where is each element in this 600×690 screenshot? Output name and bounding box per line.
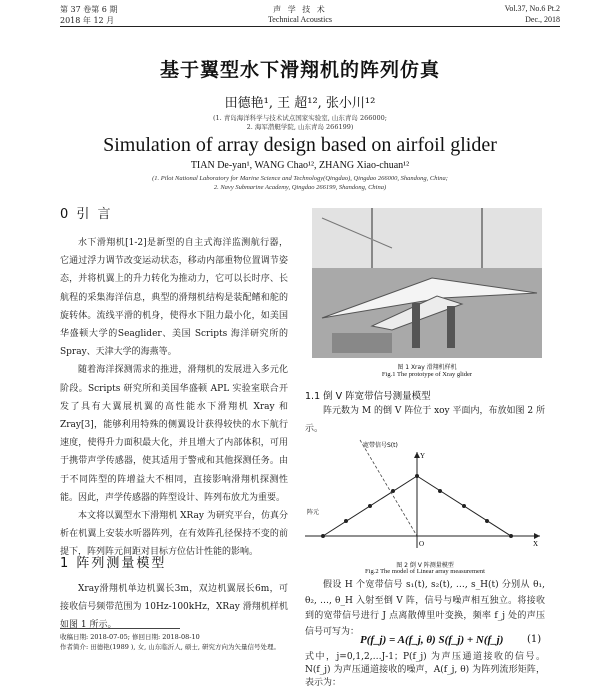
journal-name-cn: 声 学 技 术 bbox=[273, 5, 327, 14]
array-element bbox=[321, 534, 325, 538]
paragraph: Xray滑翔机单边机翼长3m，双边机翼展长6m，可接收信号频带范围为 10Hz-100kHz，XRay 滑翔机样机如图 1 所示。 bbox=[60, 584, 288, 631]
array-element bbox=[438, 489, 442, 493]
paragraph: 本文将以翼型水下滑翔机 XRay 为研究平台，仿真分析在机翼上安装水听器阵列，在有效阵孔径保持不变的前提下，阵列阵元间距对目标方位估计性能的影响。 bbox=[60, 511, 288, 558]
paragraph: 阵元数为 M 的倒 V 阵位于 xoy 平面内，布放如图 2 所示。 bbox=[305, 406, 545, 435]
element-label: 阵元 bbox=[307, 509, 320, 516]
journal-issue: 第 37 卷第 6 期 bbox=[60, 5, 118, 14]
equation-1: P(f_j) = A(f_j, θ) S(f_j) + N(f_j) bbox=[360, 634, 504, 646]
section-heading-array-model: 1 阵列测量模型 bbox=[60, 556, 167, 571]
subsection-heading-v-array: 1.1 倒 V 阵宽带信号测量模型 bbox=[305, 391, 431, 402]
authors-en: TIAN De-yan¹, WANG Chao¹², ZHANG Xiao-chuan¹² bbox=[190, 160, 410, 171]
figure2-caption-cn: 图 2 倒 V 阵测量模型 bbox=[396, 562, 454, 569]
section1-body bbox=[60, 580, 288, 635]
x-axis-label: X bbox=[533, 540, 539, 548]
equation-number: (1) bbox=[527, 634, 542, 645]
header-rule bbox=[60, 26, 560, 27]
incident-signal-line bbox=[360, 440, 417, 536]
footnote-rule bbox=[60, 628, 180, 629]
affiliation-en-2: 2. Navy Submarine Academy, Qingdao 266199, Shandong, China) bbox=[213, 184, 387, 191]
subsection-body bbox=[305, 402, 545, 438]
paragraph: 水下滑翔机[1-2]是新型的自主式海洋监测航行器，它通过浮力调节改变运动状态，移动内部重物位置调节姿态，并将机翼上的升力转化为推动力，它可以长时序、长航程的采集海洋信息，典型的滑翔机结构是装配鳍和舵的旋转体。流线平滑的机身，使得水下阻力最小化，如美国华盛顿大学的Seaglider、美国 Scripts 海洋研究所的 Spray、天津大学的海燕等。 bbox=[60, 238, 288, 358]
array-element bbox=[344, 519, 348, 523]
authors-cn: 田德艳¹, 王 超¹², 张小川¹² bbox=[224, 96, 376, 111]
figure2-caption-en: Fig.2 The model of Linear array measurement bbox=[365, 568, 485, 575]
signal-model-text bbox=[305, 578, 545, 640]
figure1-caption-en: Fig.1 The prototype of Xray glider bbox=[381, 371, 473, 378]
paragraph: 假设 H 个宽带信号 s₁(t), s₂(t), …, s_H(t) 分别从 θ₁, θ₂, …, θ_H 入射至倒 V 阵，信号与噪声相互独立。将接收到的宽带信号进行 J 点离散傅里叶变换，频率 f_j 处的声压信号可写为： bbox=[305, 580, 545, 637]
affiliation-cn-1: (1. 青岛海洋科学与技术试点国家实验室, 山东青岛 266000; bbox=[212, 114, 387, 122]
array-element bbox=[391, 489, 395, 493]
equation-explanation bbox=[305, 651, 545, 690]
footnote-received: 收稿日期: 2018-07-05; 修回日期: 2018-08-10 bbox=[60, 633, 200, 641]
source-label: 宽带信号S(t) bbox=[363, 442, 398, 449]
paragraph: 式中，j=0,1,2,…J-1；P(f_j) 为声压通道接收的信号。N(f_j) 为声压通道接收的噪声，A(f_j, θ) 为阵列流形矩阵，表示为： bbox=[305, 652, 545, 688]
array-element bbox=[485, 519, 489, 523]
x-axis-arrow bbox=[534, 533, 540, 539]
section-heading-introduction: 0 引 言 bbox=[60, 207, 113, 222]
journal-volume: Vol.37, No.6 Pt.2 bbox=[504, 4, 560, 13]
paragraph: 随着海洋探测需求的推进，滑翔机的发展进入多元化阶段。Scripts 研究所和美国华盛顿 APL 实验室联合开发了具有大翼展机翼的高性能水下滑翔机 Xray 和 Zray[3]，能够利用特殊的侧翼设计获得较快的水下航行速度，使得升力面积最大化，并且增大了内部体积，可用于携带声学传感器，使其适用于警戒和其他探测任务。由于不同阵型的阵增益大不相同，直接影响滑翔机探测性能。因此，声学传感器的阵型设计、阵列布放尤为重要。 bbox=[60, 365, 288, 503]
title-en: Simulation of array design based on airfoil glider bbox=[103, 134, 497, 156]
glider-photo bbox=[312, 208, 542, 358]
array-element bbox=[415, 474, 419, 478]
journal-name-en: Technical Acoustics bbox=[267, 15, 333, 24]
array-element bbox=[462, 504, 466, 508]
footnote-author: 作者简介: 田德艳(1989 ), 女, 山东临沂人, 硕士, 研究方向为矢量信号处理。 bbox=[60, 643, 280, 651]
journal-month-en: Dec., 2018 bbox=[525, 15, 560, 24]
origin-label: O bbox=[419, 540, 425, 548]
affiliation-cn-2: 2. 海军潜艇学院, 山东青岛 266199) bbox=[246, 123, 354, 131]
affiliation-en-1: (1. Pilot National Laboratory for Marine Science and Technology(Qingdao), Qingdao 266000, Shandong, China; bbox=[152, 175, 448, 182]
figure1-caption-cn: 图 1 Xray 滑翔机样机 bbox=[397, 364, 457, 371]
title-cn: 基于翼型水下滑翔机的阵列仿真 bbox=[159, 59, 440, 81]
glider-illustration bbox=[312, 208, 542, 358]
y-axis-label: Y bbox=[420, 452, 426, 460]
array-element bbox=[509, 534, 513, 538]
v-array-diagram bbox=[305, 438, 545, 558]
journal-date: 2018 年 12 月 bbox=[60, 16, 115, 25]
introduction-body bbox=[60, 234, 288, 562]
array-element bbox=[368, 504, 372, 508]
